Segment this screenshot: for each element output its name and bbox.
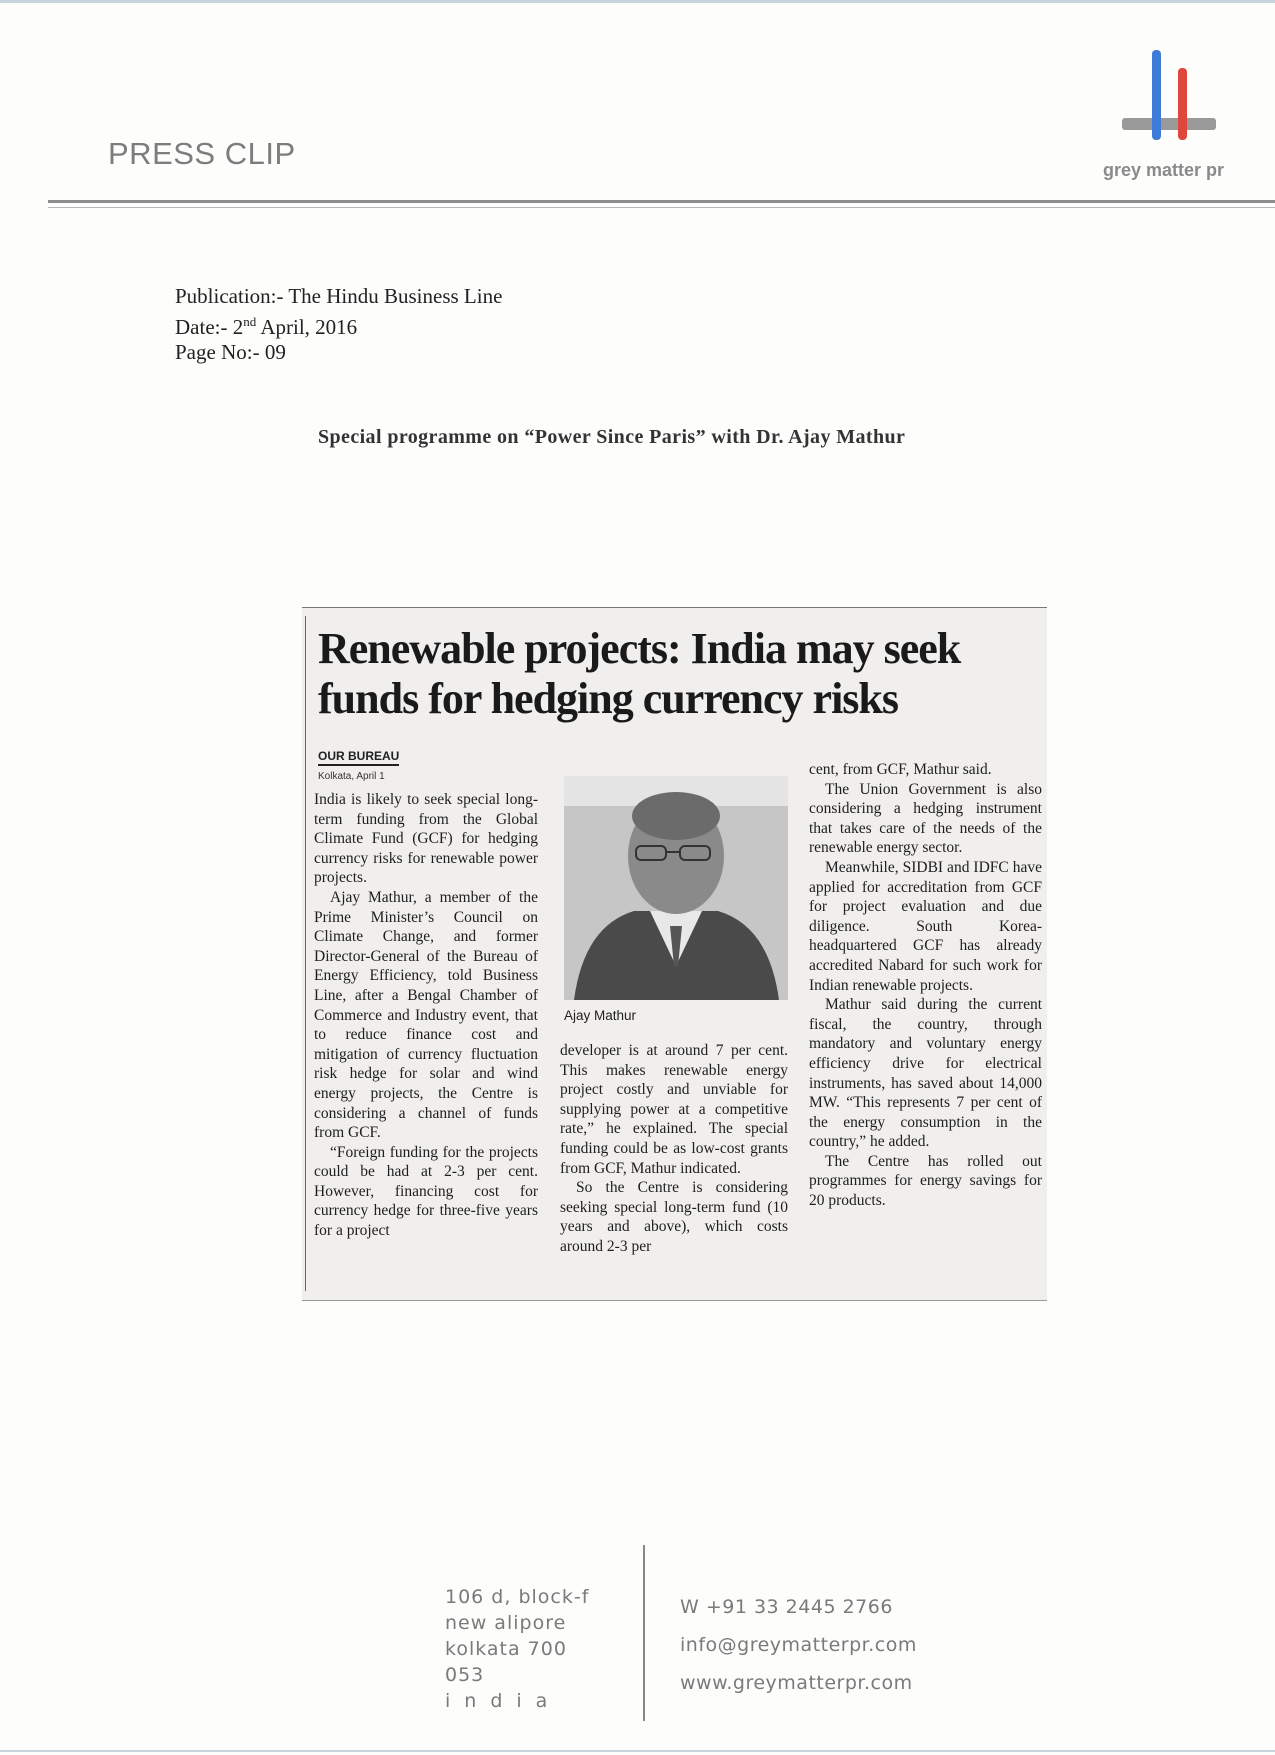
address-line: india xyxy=(445,1690,562,1712)
date-line xyxy=(175,309,502,340)
page-label: Page No:- xyxy=(175,340,265,364)
photo-caption: Ajay Mathur xyxy=(564,1008,637,1023)
paragraph: developer is at around 7 per cent. This makes renewable energy project costly and unviable for supplying power at a competitive rate,” he explained. The special funding could be as low-cost grants from GCF, Mathur indicated. xyxy=(560,1042,788,1177)
article-column-3 xyxy=(809,760,1042,1211)
paragraph: So the Centre is considering seeking special long-term fund (10 years and above), which costs around 2-3 per xyxy=(560,1179,788,1255)
date-rest: April, 2016 xyxy=(256,315,358,339)
article-column-2 xyxy=(560,1041,788,1257)
date-label: Date:- xyxy=(175,315,233,339)
paragraph: Ajay Mathur, a member of the Prime Minister’s Council on Climate Change, and former Director-General of the Bureau of Energy Efficiency, told Business Line, after a Bengal Chamber of Commerce and Industry event, that to reduce finance cost and mitigation of currency fluctuation risk hedge for solar and wind energy projects, the Centre is considering a channel of funds from GCF. xyxy=(314,888,538,1142)
top-border-line xyxy=(0,0,1275,3)
header-rule-thin xyxy=(48,207,1275,208)
publication-name: The Hindu Business Line xyxy=(288,284,503,308)
bottom-border-line xyxy=(0,1750,1275,1752)
page-line xyxy=(175,340,502,365)
press-clip-title: PRESS CLIP xyxy=(108,136,296,171)
paragraph: Meanwhile, SIDBI and IDFC have applied for accreditation from GCF for project evaluation and due diligence. South Korea-headquartered GCF has already accredited Nabard for such work for Indian renewable projects. xyxy=(809,858,1042,994)
logo-text: grey matter pr xyxy=(1103,160,1225,180)
header-rule xyxy=(48,200,1275,203)
address-line: kolkata 700 053 xyxy=(445,1638,567,1686)
footer-address xyxy=(445,1584,595,1714)
footer-contact xyxy=(680,1588,917,1702)
email-link[interactable]: info@greymatterpr.com xyxy=(680,1634,917,1656)
paragraph: India is likely to seek special long-term funding from the Global Climate Fund (GCF) for hedging currency risks for renewable power projects. xyxy=(314,791,538,887)
address-line: 106 d, block-f xyxy=(445,1586,590,1608)
portrait-illustration-icon xyxy=(564,776,788,1000)
publication-line xyxy=(175,284,502,309)
clip-edge xyxy=(305,616,306,1291)
grey-matter-logo-icon xyxy=(1118,48,1228,158)
newspaper-clipping xyxy=(302,607,1047,1301)
website-link[interactable]: www.greymatterpr.com xyxy=(680,1672,913,1694)
address-line: new alipore xyxy=(445,1612,567,1634)
article-dateline: Kolkata, April 1 xyxy=(318,771,385,782)
date-day: 2 xyxy=(232,315,244,339)
ajay-mathur-photo xyxy=(564,776,788,1000)
date-suffix: nd xyxy=(243,314,257,329)
publication-label: Publication:- xyxy=(175,284,289,308)
footer-divider xyxy=(643,1545,645,1721)
article-byline: OUR BUREAU xyxy=(318,749,399,766)
programme-title: Special programme on “Power Since Paris” with Dr. Ajay Mathur xyxy=(318,426,906,448)
paragraph: “Foreign funding for the projects could be had at 2-3 per cent. However, financing cost for currency hedge for three-five years for a project xyxy=(314,1143,538,1240)
paragraph: The Centre has rolled out programmes for energy savings for 20 products. xyxy=(809,1152,1042,1210)
paragraph: cent, from GCF, Mathur said. xyxy=(809,761,992,778)
phone-number: W +91 33 2445 2766 xyxy=(680,1596,893,1618)
article-column-1 xyxy=(314,790,538,1241)
article-headline: Renewable projects: India may seek funds for hedging currency risks xyxy=(318,624,961,723)
paragraph: Mathur said during the current fiscal, the country, through mandatory and voluntary energy efficiency drive for electrical instruments, has saved about 14,000 MW. “This represents 7 per cent of the energy consumption in the country,” he added. xyxy=(809,996,1042,1151)
paragraph: The Union Government is also considering a hedging instrument that takes care of the needs of the renewable energy sector. xyxy=(809,780,1042,857)
publication-meta xyxy=(175,284,502,365)
page-number: 09 xyxy=(264,340,286,364)
